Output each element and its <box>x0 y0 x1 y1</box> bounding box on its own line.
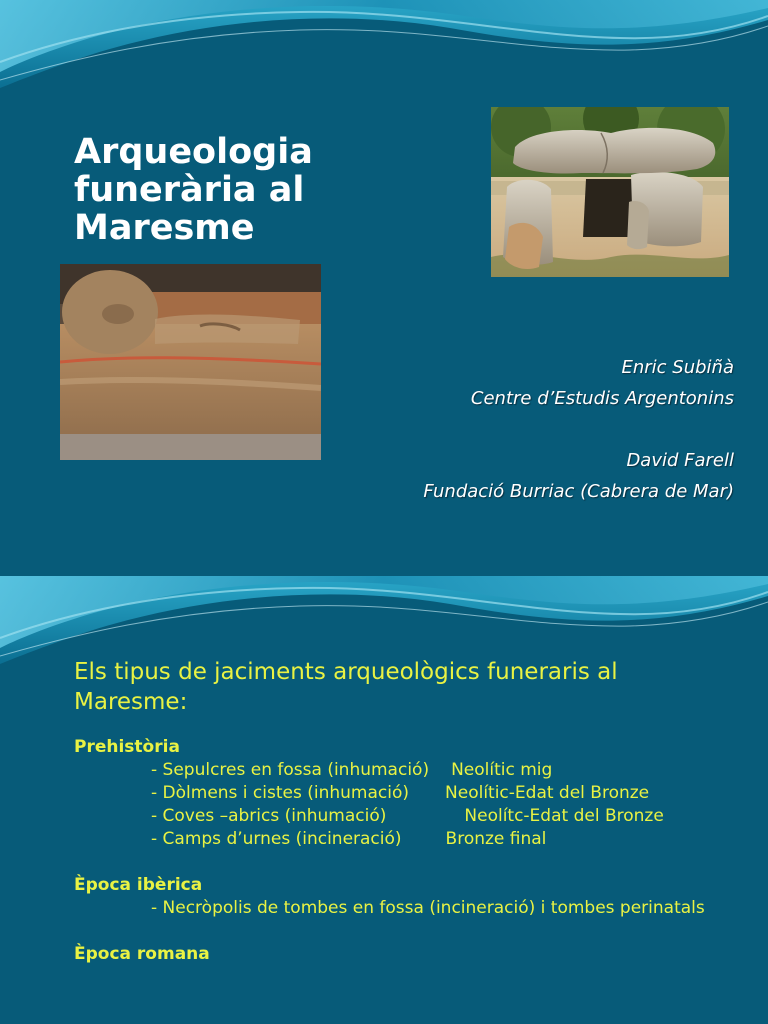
credits-spacer <box>423 414 734 445</box>
organization-1: Centre d’Estudis Argentonins <box>470 388 734 409</box>
item-period: Neolítc-Edat del Bronze <box>464 806 664 826</box>
slide-site-types <box>0 576 768 1024</box>
dolmen-photo <box>491 107 729 277</box>
site-types-list <box>74 736 714 966</box>
item-text: - Sepulcres en fossa (inhumació) <box>151 760 430 780</box>
title-line-3: Maresme <box>74 208 255 248</box>
item-text: - Dòlmens i cistes (inhumació) <box>151 783 410 803</box>
section-spacer <box>74 851 714 874</box>
item-text: - Coves –abrics (inhumació) <box>151 806 387 826</box>
section-title-roman: Època romana <box>74 944 210 964</box>
item-period: Neolític mig <box>451 760 553 780</box>
list-item <box>74 759 714 782</box>
list-item <box>74 805 714 828</box>
author-name-2: David Farell <box>626 450 734 471</box>
item-period: Neolític-Edat del Bronze <box>445 783 650 803</box>
organization-2: Fundació Burriac (Cabrera de Mar) <box>423 481 734 502</box>
list-item <box>74 828 714 851</box>
credits-block <box>423 352 734 507</box>
item-text: - Camps d’urnes (incineració) <box>151 829 402 849</box>
sarcophagus-photo <box>60 264 321 460</box>
author-name-1: Enric Subiñà <box>621 357 734 378</box>
section-title-prehistory: Prehistòria <box>74 737 180 757</box>
wave-header-decoration <box>0 0 768 95</box>
section-title-iberian: Època ibèrica <box>74 875 203 895</box>
title-line-1: Arqueologia <box>74 132 313 172</box>
slide-title-heading <box>74 133 374 247</box>
list-item: - Necròpolis de tombes en fossa (incineració) i tombes perinatals <box>151 898 705 918</box>
item-period: Bronze final <box>445 829 547 849</box>
slide-heading: Els tipus de jaciments arqueològics funeraris al Maresme: <box>74 659 618 715</box>
list-item <box>74 782 714 805</box>
title-line-2: funerària al <box>74 170 305 210</box>
section-spacer <box>74 920 714 943</box>
